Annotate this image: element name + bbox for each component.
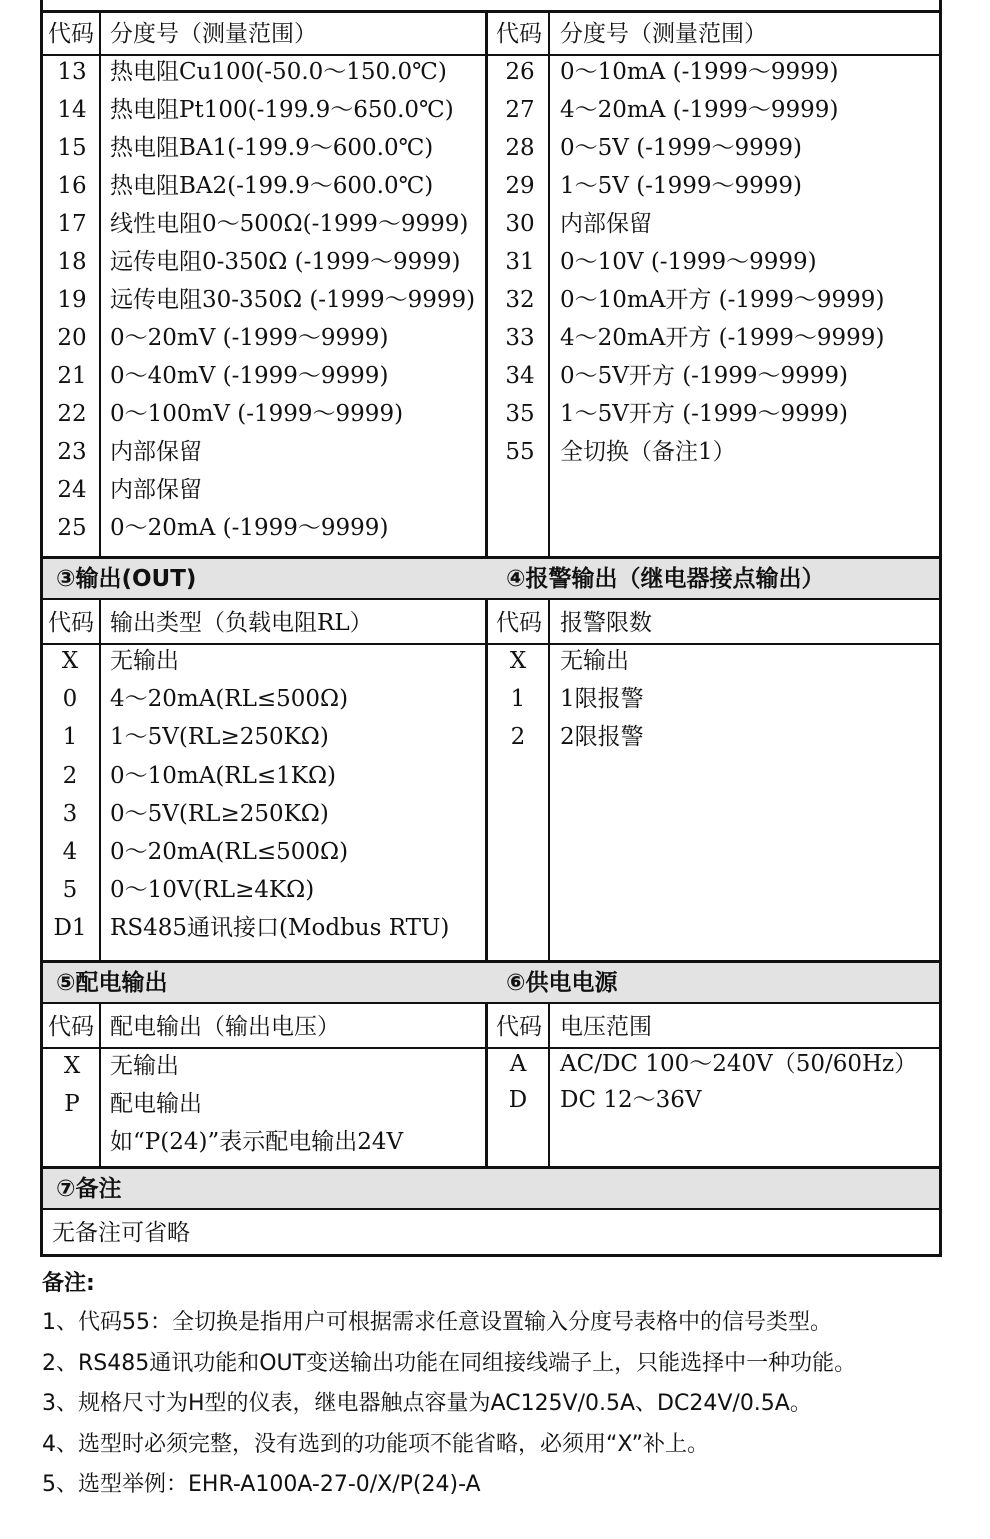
row-code: P [64,1091,80,1117]
row-description: 如“P(24)”表示配电输出24V [110,1129,404,1155]
remarks-text: 无备注可省略 [52,1220,190,1246]
row-description: RS485通讯接口(Modbus RTU) [110,915,450,942]
section-band [43,962,939,1002]
row-description: 0～100mV (-1999～9999) [110,401,404,427]
col-header-code: 代码 [496,1014,542,1040]
row-code: 14 [57,97,87,123]
row-code: 15 [57,135,87,161]
row-code: D1 [53,915,87,942]
row-code: 31 [505,249,535,275]
row-code: 2 [62,762,78,789]
header-rule [40,54,942,56]
section-rule [40,960,942,963]
row-description: 4～20mA (-1999～9999) [560,97,839,123]
row-code: 30 [505,211,535,237]
row-description: 0～10mA (-1999～9999) [560,59,839,85]
note-item: 3、规格尺寸为H型的仪表，继电器触点容量为AC125V/0.5A、DC24V/0.5A。 [42,1391,812,1416]
row-description: 0～20mA(RL≤500Ω) [110,839,349,865]
row-description: AC/DC 100～240V（50/60Hz） [560,1051,918,1077]
row-description: 1限报警 [560,686,644,713]
row-description: 1～5V (-1999～9999) [560,173,802,199]
row-description: 远传电阻0-350Ω (-1999～9999) [110,249,461,275]
row-description: DC 12～36V [560,1087,702,1113]
row-code: 20 [57,325,87,351]
row-description: 1～5V开方 (-1999～9999) [560,401,848,427]
table-top-rule [40,10,942,13]
row-description: 全切换（备注1） [560,439,736,465]
row-code: 13 [57,59,87,85]
col-header-distribution: 配电输出（输出电压） [110,1014,340,1040]
col-header-code: 代码 [496,21,542,47]
note-item: 5、选型举例：EHR-A100A-27-0/X/P(24)-A [42,1472,481,1497]
row-code: X [63,1053,81,1079]
row-description: 4～20mA(RL≤500Ω) [110,686,349,713]
row-code: 2 [510,724,526,751]
row-description: 0～5V (-1999～9999) [560,135,802,161]
col-divider [99,1002,101,1168]
row-description: 1～5V(RL≥250KΩ) [110,724,329,751]
row-code: 25 [57,515,87,541]
row-description: 0～10V (-1999～9999) [560,249,817,275]
note-item: 1、代码55：全切换是指用户可根据需求任意设置输入分度号表格中的信号类型。 [42,1310,832,1335]
row-code: D [508,1087,528,1113]
row-code: X [61,648,79,674]
row-code: 29 [505,173,535,199]
row-code: 33 [505,325,535,351]
col-header-range: 分度号（测量范围） [560,21,767,47]
row-description: 0～20mA (-1999～9999) [110,515,389,541]
row-description: 0～10mA(RL≤1KΩ) [110,762,337,789]
col-header-output-type: 输出类型（负载电阻RL） [110,610,373,636]
col-divider [548,598,550,962]
row-description: 远传电阻30-350Ω (-1999～9999) [110,287,476,313]
header-rule [40,1047,942,1049]
row-code: 4 [62,839,78,865]
row-description: 热电阻BA1(-199.9～600.0℃) [110,135,434,161]
note-item: 4、选型时必须完整，没有选到的功能项不能省略，必须用“X”补上。 [42,1431,709,1457]
section-rule [40,1166,942,1169]
section-rule [40,598,942,600]
row-code: 1 [62,724,78,751]
row-code: 22 [57,401,87,427]
row-description: 内部保留 [110,439,202,465]
notes-heading: 备注: [42,1271,95,1296]
section-title-alarm: ④报警输出（继电器接点输出） [506,566,825,592]
col-header-code: 代码 [48,610,94,636]
row-code: 16 [57,173,87,199]
row-description: 0～10V(RL≥4KΩ) [110,877,315,904]
row-description: 0～10mA开方 (-1999～9999) [560,287,885,313]
row-code: 35 [505,401,535,427]
row-code: 0 [62,686,78,713]
row-code: 1 [510,686,526,713]
row-description: 线性电阻0～500Ω(-1999～9999) [110,211,469,237]
row-description: 4～20mA开方 (-1999～9999) [560,325,885,351]
row-description: 0～5V开方 (-1999～9999) [560,363,848,389]
row-code: A [509,1051,527,1077]
row-description: 热电阻Cu100(-50.0～150.0℃) [110,59,447,85]
col-header-range: 分度号（测量范围） [110,21,317,47]
row-code: 3 [62,800,78,827]
row-code: 24 [57,477,87,503]
row-description: 无输出 [560,648,629,674]
row-description: 0～20mV (-1999～9999) [110,325,389,351]
row-code: 17 [57,211,87,237]
row-code: 19 [57,287,87,313]
row-code: 18 [57,249,87,275]
section-title-power: ⑥供电电源 [506,970,618,996]
section-rule [40,1002,942,1004]
col-divider [548,10,550,558]
row-code: 27 [505,97,535,123]
row-code: X [509,648,527,674]
row-description: 无输出 [110,648,179,674]
col-divider [548,1002,550,1168]
col-header-code: 代码 [48,21,94,47]
row-description: 配电输出 [110,1091,202,1117]
section-rule [40,1208,942,1210]
row-description: 0～5V(RL≥250KΩ) [110,800,329,827]
section-title-remarks: ⑦备注 [56,1176,122,1202]
row-code: 34 [505,363,535,389]
row-code: 21 [57,363,87,389]
col-header-code: 代码 [48,1014,94,1040]
row-description: 内部保留 [560,211,652,237]
row-description: 热电阻BA2(-199.9～600.0℃) [110,173,434,199]
row-code: 28 [505,135,535,161]
row-code: 55 [505,439,535,465]
section-title-distribution: ⑤配电输出 [56,970,168,996]
col-header-code: 代码 [496,610,542,636]
row-description: 无输出 [110,1053,179,1079]
section-rule [40,556,942,559]
row-code: 26 [505,59,535,85]
row-description: 2限报警 [560,724,644,751]
row-description: 内部保留 [110,477,202,503]
row-code: 32 [505,287,535,313]
section-band [43,1168,939,1208]
header-rule [40,643,942,645]
row-description: 热电阻Pt100(-199.9～650.0℃) [110,97,454,123]
col-header-alarm-count: 报警限数 [560,610,652,636]
row-description: 0～40mV (-1999～9999) [110,363,389,389]
section-title-output: ③输出(OUT) [56,566,197,592]
note-item: 2、RS485通讯功能和OUT变送输出功能在同组接线端子上，只能选择中一种功能。 [42,1350,857,1376]
row-code: 23 [57,439,87,465]
row-code: 5 [62,877,78,904]
col-header-voltage: 电压范围 [560,1014,652,1040]
